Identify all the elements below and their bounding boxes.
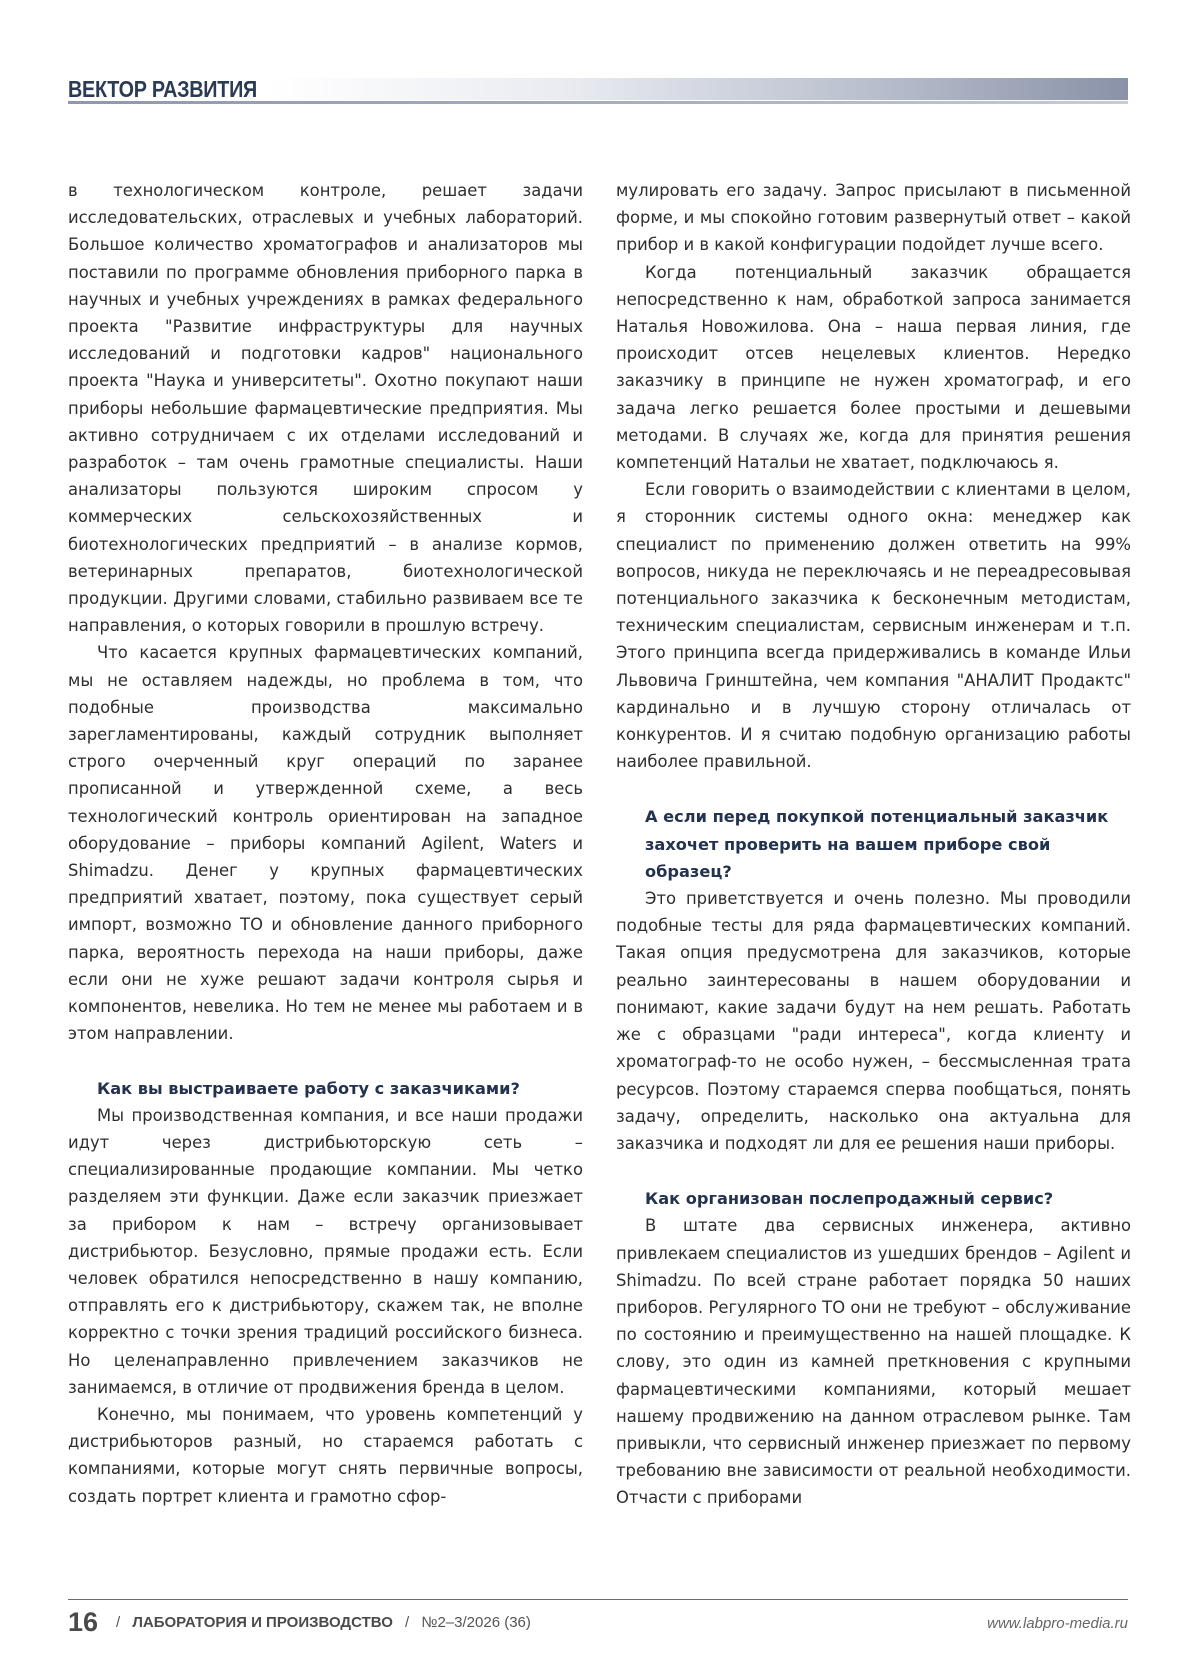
spacer (616, 1157, 1131, 1185)
interview-question: Как вы выстраиваете работу с заказчиками? (97, 1078, 520, 1098)
paragraph: Мы производственная компания, и все наши продажи идут через дистрибьюторскую сеть – специализированные продающие компании. Мы четко разделяем эти функции. Даже если заказчик приезжает за прибором к нам – встречу организовывает дистрибьютор. Безусловно, прямые продажи есть. Если человек обратился непосредственно в нашу компанию, отправлять его к дистрибьютору, скажем так, не вполне корректно с точки зрения традиций российского бизнеса. Но целенаправленно привлечением заказчиков не занимаемся, в отличие от продвижения бренда в целом. (68, 1105, 583, 1397)
journal-name: ЛАБОРАТОРИЯ И ПРОИЗВОДСТВО (132, 1614, 393, 1631)
paragraph: Это приветствуется и очень полезно. Мы проводили подобные тесты для ряда фармацевтических компаний. Такая опция предусмотрена для заказчиков, которые реально заинтересованы в нашем оборудовании и понимают, какие задачи будут на нем решать. Работать же с образцами "ради интереса", когда клиенту и хроматограф-то не особо нужен, – бессмысленная трата ресурсов. Поэтому стараемся сперва пообщаться, понять задачу, определить, насколько она актуальна для заказчика и подходят ли для ее решения наши приборы. (616, 889, 1131, 1153)
right-column (616, 177, 1131, 1512)
paragraph: мулировать его задачу. Запрос присылают в письменной форме, и мы спокойно готовим развернутый ответ – какой прибор и в какой конфигурации подойдет лучше всего. (616, 181, 1131, 255)
paragraph: Что касается крупных фармацевтических компаний, мы не оставляем надежды, но проблема в том, что подобные производства максимально зарегламентированы, каждый сотрудник выполняет строго очерченный круг операций по заранее прописанной и утвержденной схеме, а весь технологический контроль ориентирован на западное оборудование – приборы компаний Agilent, Waters и Shimadzu. Денег у крупных фармацевтических предприятий хватает, поэтому, пока существует серый импорт, возможно ТО и обновление данного приборного парка, вероятность перехода на наши приборы, даже если они не хуже решают задачи контроля сырья и компонентов, невелика. Но тем не менее мы работаем и в этом направлении. (68, 643, 583, 1044)
separator: / (405, 1614, 410, 1631)
left-column (68, 177, 583, 1510)
page-footer (68, 1603, 1128, 1643)
paragraph: в технологическом контроле, решает задачи исследовательских, отраслевых и учебных лабораторий. Большое количество хроматографов и анализаторов мы поставили по программе обновления приборного парка в научных и учебных учреждениях в рамках федерального проекта "Развитие инфраструктуры для научных исследований и подготовки кадров" национального проекта "Наука и университеты". Охотно покупают наши приборы небольшие фармацевтические предприятия. Мы активно сотрудничаем с их отделами исследований и разработок – там очень грамотные специалисты. Наши анализаторы пользуются широким спросом у коммерческих сельскохозяйственных и биотехнологических предприятий – в анализе кормов, ветеринарных препаратов, биотехнологической продукции. Другими словами, стабильно развиваем все те направления, о которых говорили в прошлую встречу. (68, 181, 583, 636)
spacer (616, 775, 1131, 803)
section-title: ВЕКТОР РАЗВИТИЯ (68, 76, 257, 102)
separator: / (116, 1614, 121, 1631)
footer-rule (68, 1599, 1128, 1600)
paragraph: Если говорить о взаимодействии с клиентами в целом, я сторонник системы одного окна: менеджер как специалист по применению должен ответить на 99% вопросов, никуда не переключаясь и не переадресовывая потенциального заказчика к бесконечным методистам, техническим специалистам, сервисным инженерам и т.п. Этого принципа всегда придерживались в команде Ильи Львовича Гринштейна, чем компания "АНАЛИТ Продактс" кардинально и в лучшую сторону отличалась от конкурентов. И я считаю подобную организацию работы наиболее правильной. (616, 480, 1131, 772)
spacer (68, 1048, 583, 1075)
issue-number: №2–3/2026 (36) (421, 1614, 531, 1631)
paragraph: Конечно, мы понимаем, что уровень компетенций у дистрибьюторов разный, но стараемся работать с компаниями, которые могут снять первичные вопросы, создать портрет клиента и грамотно сфор- (68, 1404, 583, 1506)
website-link[interactable]: www.labpro-media.ru (987, 1615, 1128, 1632)
interview-question: Как организован послепродажный сервис? (645, 1189, 1054, 1209)
publication-line (108, 1614, 531, 1631)
interview-question: А если перед покупкой потенциальный заказчик захочет проверить на вашем приборе свой образец? (645, 807, 1109, 881)
paragraph: Когда потенциальный заказчик обращается непосредственно к нам, обработкой запроса занимается Наталья Новожилова. Она – наша первая линия, где происходит отсев нецелевых клиентов. Нередко заказчику в принципе не нужен хроматограф, и его задача легко решается более простыми и дешевыми методами. В случаях же, когда для принятия решения компетенций Натальи не хватает, подключаюсь я. (616, 262, 1131, 473)
paragraph: В штате два сервисных инженера, активно привлекаем специалистов из ушедших брендов – Agilent и Shimadzu. По всей стране работает порядка 50 наших приборов. Регулярного ТО они не требуют – обслуживание по состоянию и преимущественно на нашей площадке. К слову, это один из камней преткновения с крупными фармацевтическими компаниями, который мешает нашему продвижению на данном отраслевом рынке. Там привыкли, что сервисный инженер приезжает по первому требованию вне зависимости от реальной необходимости. Отчасти с приборами (616, 1216, 1131, 1508)
header-gradient-band (268, 78, 1128, 100)
page-number: 16 (68, 1607, 99, 1637)
section-header (68, 78, 1128, 104)
